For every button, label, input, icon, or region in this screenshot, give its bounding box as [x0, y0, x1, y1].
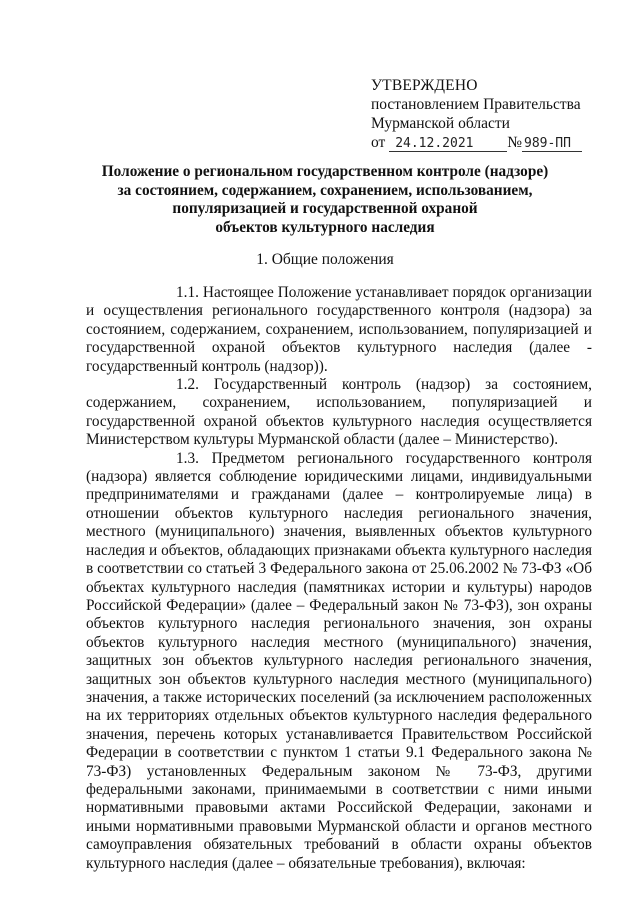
- number-prefix: №: [507, 134, 522, 151]
- approval-line-1: постановлением Правительства: [371, 96, 581, 113]
- paragraph-1-1: [86, 284, 592, 376]
- heading-line-2: за состоянием, содержанием, сохранением, использованием,: [117, 181, 533, 199]
- paragraph-1-3: [86, 450, 592, 873]
- date-value: 24.12.2021: [389, 137, 507, 152]
- heading-line-3: популяризацией и государственной охраной: [172, 200, 478, 217]
- paragraph-text: Настоящее Положение устанавливает порядок организации и осуществления регионального государственного контроля (надзора) за состоянием, содержанием, сохранением, использованием, популяризацией и государственной охраной объектов культурного наследия (далее - государственный контроль (надзор)).: [86, 284, 592, 375]
- section-title: 1. Общие положения: [256, 251, 394, 268]
- approval-line-2: Мурманской области: [371, 115, 510, 132]
- paragraph-number: 1.1.: [176, 284, 199, 301]
- heading-line-1: Положение о региональном государственном контроле (надзоре): [101, 163, 549, 180]
- paragraph-1-2: [86, 376, 592, 450]
- paragraph-number: 1.2.: [176, 376, 199, 394]
- document-heading: [60, 163, 590, 237]
- document-body: [86, 284, 592, 873]
- number-value: 989-ПП: [522, 137, 582, 152]
- paragraph-number: 1.3.: [176, 449, 199, 467]
- approval-date-line: [371, 133, 611, 152]
- heading-line-4: объектов культурного наследия: [215, 218, 435, 236]
- approval-stamp: [371, 76, 611, 152]
- paragraph-text: Государственный контроль (надзор) за состоянием, содержанием, сохранением, использованием, популяризацией и государственной охраной объектов культурного наследия осуществляется Министерством культуры Мурманской области (далее – Министерство).: [86, 376, 592, 449]
- date-prefix: от: [371, 134, 386, 151]
- paragraph-text: Предметом регионального государственного контроля (надзора) является соблюдение юридическими лицами, индивидуальными предпринимателями и гражданами (далее – контролируемые лица) в отношении объектов культурного наследия регионального значения, местного (муниципального) значения, выявленных объектов культурного наследия и объектов, обладающих признаками объекта культурного наследия в соответствии со статьей 3 Федерального закона от 25.06.2002 № 73-ФЗ «Об объектах культурного наследия (памятниках истории и культуры) народов Российской Федерации» (далее – Федеральный закон № 73-ФЗ), зон охраны объектов культурного наследия регионального значения, зон охраны объектов культурного наследия местного (муниципального) значения, защитных зон объектов культурного наследия регионального значения, защитных зон объектов культурного наследия местного (муниципального) значения, а также исторических поселений (за исключением расположенных на их территориях отдельных объектов культурного наследия федерального значения, перечень которых устанавливается Правительством Российской Федерации в соответствии с пунктом 1 статьи 9.1 Федерального закона № 73-ФЗ) установленных Федеральным законом № 73-ФЗ, другими федеральными законами, принимаемыми в соответствии с ними иными нормативными правовыми актами Российской Федерации, законами и иными нормативными правовыми Мурманской области и органов местного самоуправления обязательных требований в области охраны объектов культурного наследия (далее – обязательные требования), включая:: [86, 449, 592, 872]
- approval-title: УТВЕРЖДЕНО: [371, 77, 478, 94]
